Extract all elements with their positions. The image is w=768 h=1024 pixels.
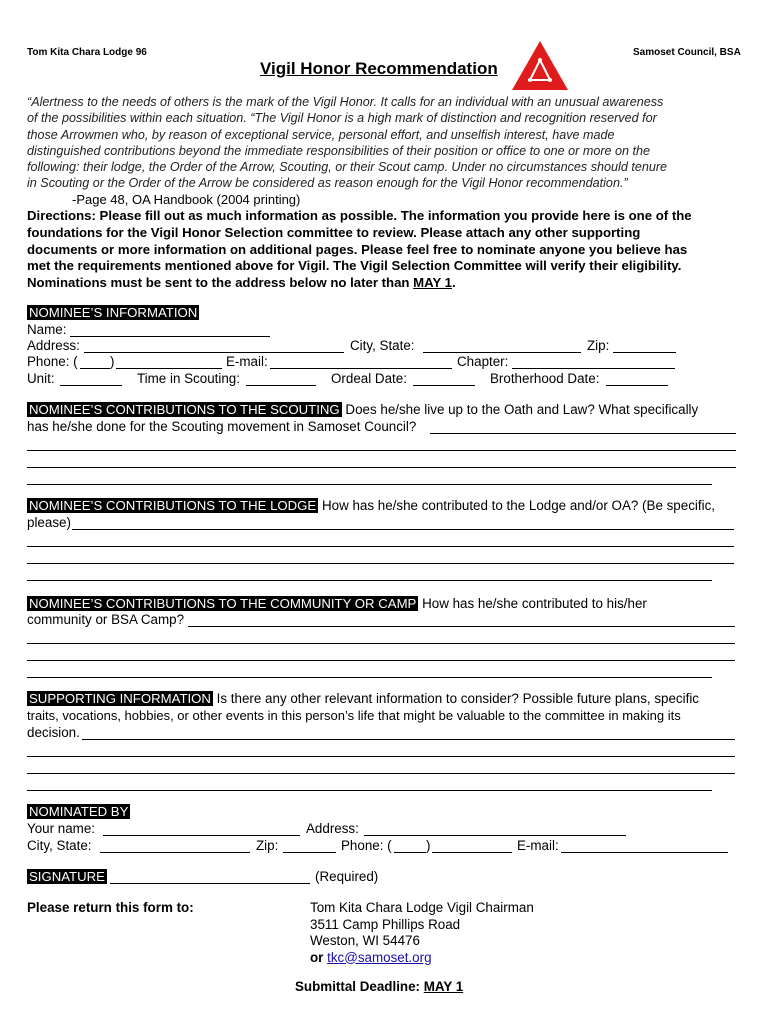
scouting-answer-line[interactable]: [430, 433, 736, 434]
nominee-email-field[interactable]: [270, 368, 452, 369]
nominee-phone-area-field[interactable]: [80, 368, 110, 369]
nominator-email-label: E-mail:: [517, 838, 559, 853]
return-label: Please return this form to:: [27, 900, 194, 915]
supporting-prompt-line3: decision.: [27, 725, 80, 740]
nominee-unit-field[interactable]: [60, 385, 122, 386]
nominee-phone-paren: ): [110, 354, 115, 369]
community-answer-line[interactable]: [27, 677, 712, 678]
nominee-chapter-label: Chapter:: [457, 354, 509, 369]
scouting-answer-line[interactable]: [27, 450, 736, 451]
scouting-heading: NOMINEE’S CONTRIBUTIONS TO THE SCOUTING: [29, 402, 340, 417]
lodge-name-header: Tom Kita Chara Lodge 96: [27, 47, 147, 58]
nominator-city-state-label: City, State:: [27, 838, 92, 853]
nominator-phone-label: Phone: (: [341, 838, 392, 853]
nominee-city-state-label: City, State:: [350, 338, 415, 353]
nominator-phone-paren: ): [426, 838, 431, 853]
nominee-info-heading: NOMINEE’S INFORMATION: [29, 305, 198, 320]
scouting-answer-line[interactable]: [27, 467, 736, 468]
lodge-answer-line[interactable]: [27, 580, 712, 581]
scouting-prompt-line2: has he/she done for the Scouting movement in Samoset Council?: [27, 419, 417, 434]
nominee-address-field[interactable]: [84, 352, 344, 353]
community-answer-line[interactable]: [188, 626, 735, 627]
nominee-chapter-field[interactable]: [512, 368, 675, 369]
nominee-brotherhood-label: Brotherhood Date:: [490, 371, 600, 386]
community-prompt-line2: community or BSA Camp?: [27, 612, 185, 627]
lodge-answer-line[interactable]: [27, 563, 734, 564]
nominator-phone-area-field[interactable]: [394, 852, 426, 853]
nominee-email-label: E-mail:: [226, 354, 268, 369]
return-address: Tom Kita Chara Lodge Vigil Chairman 3511 Camp Phillips Road Weston, WI 54476 or tkc@samoset.org: [310, 900, 534, 965]
community-heading: NOMINEE’S CONTRIBUTIONS TO THE COMMUNITY OR CAMP: [29, 596, 417, 611]
council-name-header: Samoset Council, BSA: [633, 47, 741, 58]
scouting-prompt: NOMINEE’S CONTRIBUTIONS TO THE SCOUTING Does he/she live up to the Oath and Law? What specifically: [29, 402, 699, 417]
nominee-zip-label: Zip:: [587, 338, 610, 353]
nominee-time-label: Time in Scouting:: [137, 371, 240, 386]
nominee-time-field[interactable]: [246, 385, 316, 386]
nominee-brotherhood-field[interactable]: [606, 385, 668, 386]
community-answer-line[interactable]: [27, 660, 735, 661]
lodge-prompt-line2: please): [27, 515, 71, 530]
nominator-name-label: Your name:: [27, 821, 95, 836]
return-email-link[interactable]: tkc@samoset.org: [327, 949, 432, 965]
supporting-answer-line[interactable]: [27, 756, 735, 757]
supporting-prompt-line2: traits, vocations, hobbies, or other events in this person’s life that might be valuable to the committee in making its: [27, 708, 681, 723]
signature-heading: SIGNATURE: [29, 869, 105, 884]
nominator-zip-field[interactable]: [283, 852, 336, 853]
directions: Directions: Please fill out as much information as possible. The information you provide here is one of the foundations for the Vigil Honor Selection committee to review. Please attach any other supporting documents or more information on additional pages. Please feel free to nominate anyone you believe has met the requirements mentioned above for Vigil. The Vigil Selection Committee will verify their eligibility. Nominations must be sent to the address below no later than MAY 1.: [27, 208, 692, 291]
nominee-city-state-field[interactable]: [423, 352, 581, 353]
submittal-deadline: Submittal Deadline: MAY 1: [295, 979, 464, 994]
quote-text: “Alertness to the needs of others is the mark of the Vigil Honor. It calls for an individual with an unusual awareness of the possibilities within each situation. “The Vigil Honor is a high mark of distinction and recognition reserved for those Arrowmen who, by reason of exceptional service, personal effort, and unselfish interest, have made distinguished contributions beyond the immediate responsibilities of their position or office to one or more on the following: their lodge, the Order of the Arrow, Scouting, or their Scout camp. Under no circumstances should tenure in Scouting or the Order of the Arrow be considered as reason enough for the Vigil Honor recommendation.”: [27, 95, 668, 191]
lodge-answer-line[interactable]: [72, 529, 734, 530]
nominee-ordeal-label: Ordeal Date:: [331, 371, 407, 386]
signature-field[interactable]: [110, 883, 310, 884]
nominee-unit-label: Unit:: [27, 371, 55, 386]
nominator-address-field[interactable]: [364, 835, 626, 836]
nominator-phone-field[interactable]: [432, 852, 512, 853]
lodge-answer-line[interactable]: [27, 546, 734, 547]
nominee-address-label: Address:: [27, 338, 80, 353]
quote-source: -Page 48, OA Handbook (2004 printing): [72, 192, 301, 207]
nominee-name-label: Name:: [27, 322, 67, 337]
nominator-city-state-field[interactable]: [100, 852, 250, 853]
nominator-address-label: Address:: [306, 821, 359, 836]
community-prompt: NOMINEE’S CONTRIBUTIONS TO THE COMMUNITY OR CAMP How has he/she contributed to his/her: [29, 596, 647, 611]
lodge-heading: NOMINEE’S CONTRIBUTIONS TO THE LODGE: [29, 498, 317, 513]
deadline-text: MAY 1: [413, 275, 453, 291]
supporting-answer-line[interactable]: [27, 790, 712, 791]
lodge-prompt: NOMINEE’S CONTRIBUTIONS TO THE LODGE How has he/she contributed to the Lodge and/or OA? (Be specific,: [29, 498, 715, 513]
scouting-answer-line[interactable]: [27, 484, 712, 485]
nominee-phone-field[interactable]: [116, 368, 222, 369]
signature-required-note: (Required): [315, 869, 379, 884]
nominee-phone-label: Phone: (: [27, 354, 78, 369]
nominator-zip-label: Zip:: [256, 838, 279, 853]
triangle-logo-icon: [510, 40, 570, 92]
nominated-by-heading: NOMINATED BY: [29, 804, 129, 819]
oa-vigil-logo: [510, 40, 570, 97]
supporting-answer-line[interactable]: [82, 739, 735, 740]
nominee-name-field[interactable]: [70, 336, 270, 337]
nominee-zip-field[interactable]: [613, 352, 676, 353]
nominator-name-field[interactable]: [103, 835, 300, 836]
supporting-heading: SUPPORTING INFORMATION: [29, 691, 211, 706]
nominator-email-field[interactable]: [561, 852, 728, 853]
supporting-answer-line[interactable]: [27, 773, 735, 774]
supporting-prompt: SUPPORTING INFORMATION Is there any other relevant information to consider? Possible future plans, specific: [29, 691, 699, 706]
nominee-ordeal-field[interactable]: [413, 385, 475, 386]
community-answer-line[interactable]: [27, 643, 735, 644]
page-title: Vigil Honor Recommendation: [260, 59, 498, 78]
